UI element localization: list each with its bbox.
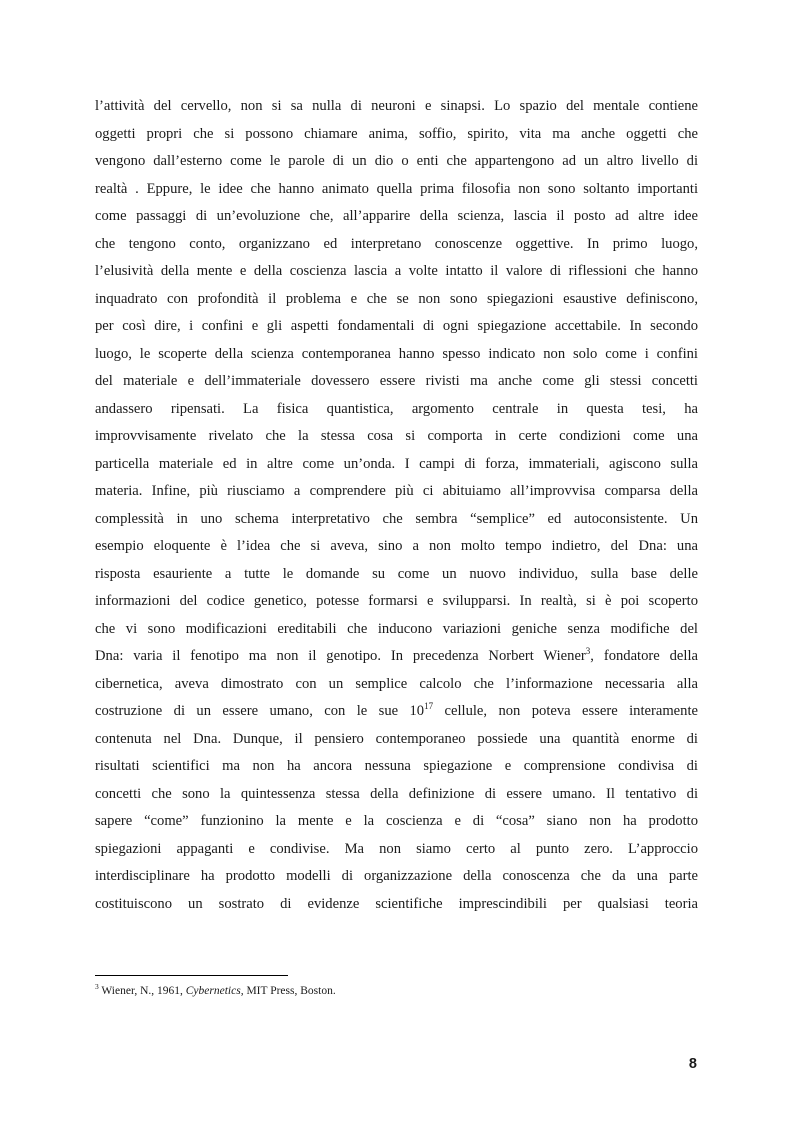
text-line: che tengono conto, organizzano ed interpretano conoscenze oggettive. In primo luogo, — [95, 235, 698, 252]
footnote-marker: 3 — [95, 982, 99, 992]
footnote-text: MIT Press, Boston. — [243, 985, 336, 997]
text-line: costituiscono un sostrato di evidenze scientifiche imprescindibili per qualsiasi teoria — [95, 895, 698, 912]
text-line: che vi sono modificazioni ereditabili che inducono variazioni geniche senza modifiche del — [95, 620, 698, 637]
text-line: risultati scientifici ma non ha ancora nessuna spiegazione e comprensione condivisa di — [95, 758, 698, 774]
text-segment: costruzione di un essere umano, con le sue 10 — [95, 703, 425, 719]
page-number: 8 — [688, 1056, 697, 1072]
body-text — [95, 93, 698, 918]
text-line: cibernetica, aveva dimostrato con un semplice calcolo che l’informazione necessaria alla — [95, 675, 698, 692]
text-line: improvvisamente rivelato che la stessa cosa si comporta in certe condizioni come una — [95, 428, 698, 444]
text-line: contenuta nel Dna. Dunque, il pensiero contemporaneo possiede una quantità enorme di — [95, 730, 698, 747]
text-line: inquadrato con profondità il problema e che se non sono spiegazioni esaustive definiscono, — [95, 290, 698, 307]
text-line: particella materiale ed in altre come un’onda. I campi di forza, immateriali, agiscono sulla — [95, 455, 698, 472]
text-line: realtà . Eppure, le idee che hanno animato quella prima filosofia non sono soltanto importanti — [95, 180, 698, 197]
text-line: per così dire, i confini e gli aspetti fondamentali di ogni spiegazione accettabile. In secondo — [95, 318, 698, 334]
text-line: del materiale e dell’immateriale dovessero essere rivisti ma anche come gli stessi concetti — [95, 373, 698, 389]
text-line: l’elusività della mente e della coscienza lascia a volte intatto il valore di riflessioni che hanno — [95, 263, 698, 279]
text-line: informazioni del codice genetico, potesse formarsi e svilupparsi. In realtà, si è poi scoperto — [95, 593, 698, 609]
text-line: materia. Infine, più riusciamo a comprendere più ci abituiamo all’improvvisa comparsa della — [95, 483, 698, 499]
text-line: interdisciplinare ha prodotto modelli di organizzazione della conoscenza che da una parte — [95, 868, 698, 884]
text-line: concetti che sono la quintessenza stessa della definizione di essere umano. Il tentativo di — [95, 785, 698, 802]
text-line: sapere “come” funzionino la mente e la coscienza e di “cosa” siano non ha prodotto — [95, 813, 698, 829]
text-segment: , fondatore della — [590, 648, 698, 664]
text-line-wiener — [95, 643, 698, 671]
text-line: vengono dall’esterno come le parole di un dio o enti che appartengono ad un altro livello di — [95, 153, 698, 169]
text-line: risposta esauriente a tutte le domande su come un nuovo individuo, sulla base delle — [95, 565, 698, 582]
exponent: 17 — [424, 701, 434, 712]
text-line: spiegazioni appaganti e condivise. Ma non siamo certo al punto zero. L’approccio — [95, 840, 698, 857]
text-line-cells — [95, 698, 698, 726]
text-line: l’attività del cervello, non si sa nulla di neuroni e sinapsi. Lo spazio del mentale contiene — [95, 98, 698, 114]
text-line: come passaggi di un’evoluzione che, all’apparire della scienza, lascia il posto ad altre idee — [95, 208, 698, 224]
text-line: complessità in uno schema interpretativo che sembra “semplice” ed autoconsistente. Un — [95, 510, 698, 527]
text-segment: cellule, non poteva essere interamente — [433, 703, 698, 719]
text-line: andassero ripensati. La fisica quantistica, argomento centrale in questa tesi, ha — [95, 400, 698, 417]
text-line: luogo, le scoperte della scienza contemporanea hanno spesso indicato non solo come i confini — [95, 345, 698, 362]
footnote — [95, 983, 336, 999]
footnote-divider — [95, 975, 288, 976]
text-line: esempio eloquente è l’idea che si aveva, sino a non molto tempo indietro, del Dna: una — [95, 538, 698, 554]
footnote-reference[interactable]: 3 — [585, 646, 591, 657]
footnote-book-title: Cybernetics, — [185, 985, 244, 997]
text-segment: Dna: varia il fenotipo ma non il genotipo. In precedenza Norbert Wiener — [95, 648, 586, 664]
text-line: oggetti propri che si possono chiamare anima, soffio, spirito, vita ma anche oggetti che — [95, 125, 698, 142]
footnote-text: Wiener, N., 1961, — [98, 985, 186, 997]
